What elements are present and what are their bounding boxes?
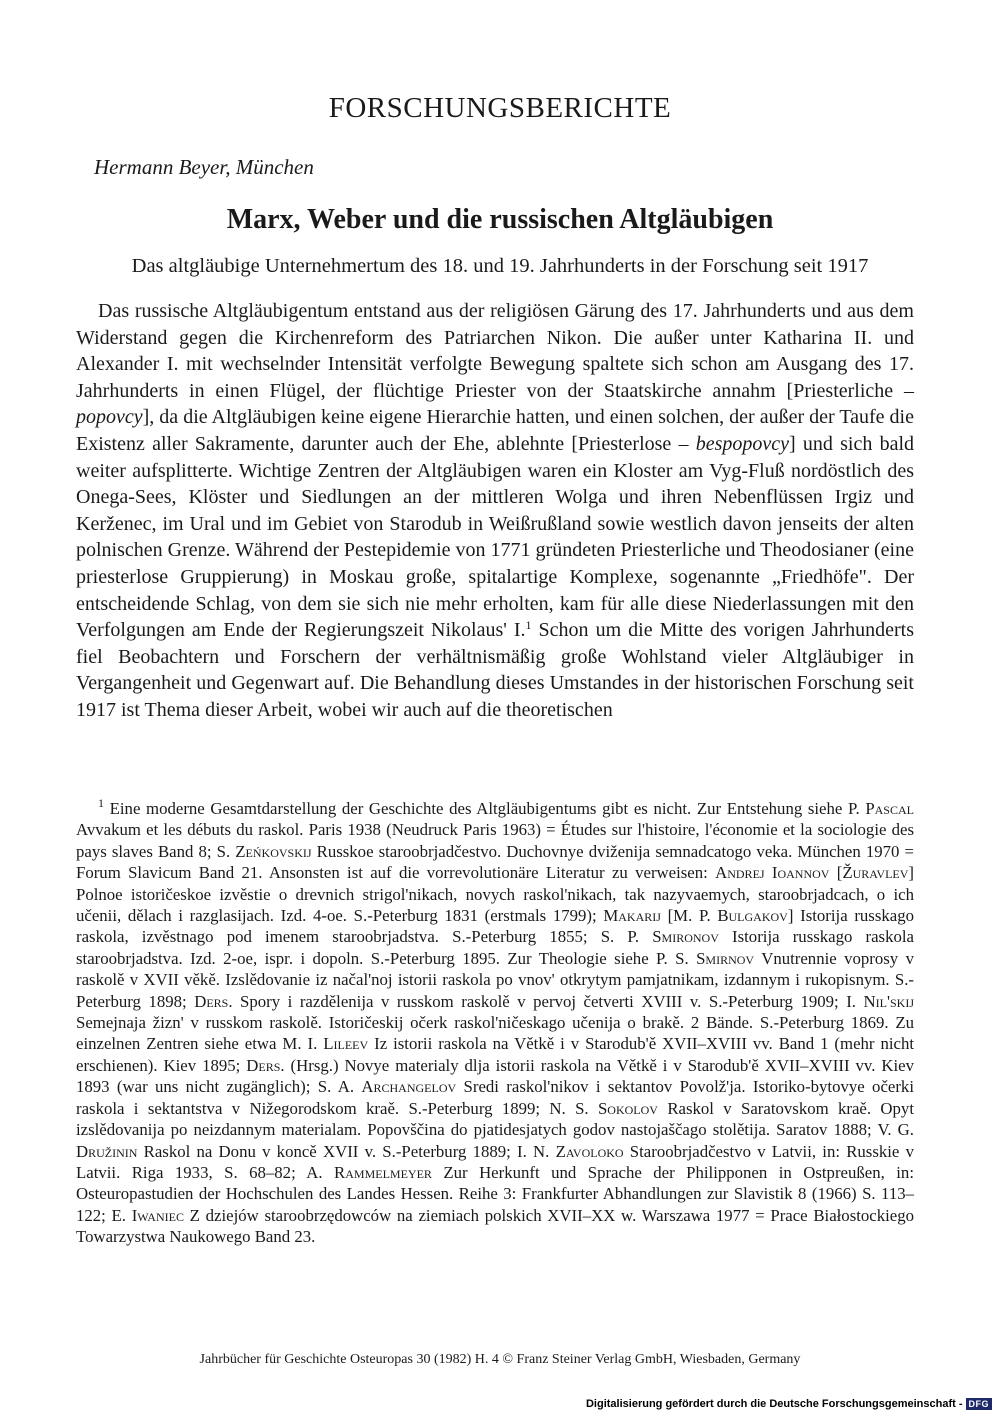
section-header: FORSCHUNGSBERICHTE	[328, 92, 672, 124]
cited-author: Smirnov	[696, 948, 755, 968]
footnote-text: Polnoe istoričeskoe izvěstie o drevnich strigol'nikach, novych raskol'nikach, tak nazyvaemych, staroobrjadcach, o ich učenii, dělach i razglasijach. Izd. 4-oe. S.-Peterburg 1831 (erstmals 1799);	[76, 884, 914, 926]
cited-author: Sokolov	[597, 1098, 658, 1118]
cited-author: Pascal	[865, 799, 914, 818]
cited-author: Rammelmeyer	[334, 1162, 432, 1182]
cited-author: Iwaniec	[131, 1205, 184, 1225]
footnote-reference: 1	[525, 618, 532, 633]
article-subtitle: Das altgläubige Unternehmertum des 18. und 19. Jahrhunderts in der Forschung seit 1917	[131, 255, 869, 277]
credit-text: Digitalisierung gefördert durch die Deutsche Forschungsgemeinschaft -	[585, 1398, 963, 1410]
body-text: ] und sich bald weiter aufsplitterte. Wichtige Zentren der Altgläubigen waren ein Kloster am Vyg-Fluß nordöstlich des Onega-Sees, Klöster und Siedlungen an der mittleren Wolga und ihren Nebenflüssen Irgiz und Kerženec, im Ural und im Gebiet von Starodub in Weißrußland sowie westlich davon jenseits der alten polnischen Grenze. Während der Pestepidemie von 1771 gründeten Priesterliche und Theodosianer (eine priesterlose Gruppierung) in Moskau große, spitalartige Komplexe, sogenannte „Friedhöfe". Der entscheidende Schlag, von dem sie sich nie mehr erholten, kam für alle diese Niederlassungen mit den Verfolgungen am Ende der Regierungszeit Nikolaus' I.	[76, 432, 915, 642]
cited-author: Archangelov	[361, 1077, 457, 1097]
cited-author: Zavoloko	[555, 1141, 624, 1161]
cited-author: Makarij [M. P. Bulgakov]	[603, 906, 794, 926]
footnote-mark: 1	[98, 796, 104, 810]
cited-author: Družinin	[76, 1141, 138, 1161]
footnote-1	[76, 798, 914, 1248]
digitization-credit	[586, 1398, 992, 1410]
cited-author: Zeńkovskij	[235, 841, 312, 861]
cited-author: Lileev	[323, 1034, 369, 1054]
footnote-text: Sredi raskol'nikov i sektantov Povolž'ja. Istoriko-bytovye očerki raskola i sektantstva v Nižegorodskom kraě. S.-Peterburg 1899; N. S.	[76, 1077, 914, 1118]
footnote-text: Z dziejów staroobrzędowców na ziemiach polskich XVII–XX w. Warszawa 1977 = Prace Białostockiego Towarzystwa Naukowego Band 23.	[76, 1205, 915, 1247]
cited-author: Ders.	[194, 991, 233, 1011]
footnote-text: Staroobrjadčestvo v Latvii, in: Russkie v Latvii. Riga 1933, S. 68–82; A.	[76, 1141, 914, 1182]
cited-author: Andrej Ioannov [Žuravlev]	[715, 863, 914, 883]
cited-author: Nil'skij	[863, 991, 914, 1011]
footnote-text: Istorija russkago raskola staroobrjadstva. Izd. 2-oe, ispr. i dopoln. S.-Peterburg 1895. Zur Theologie siehe P. S.	[76, 927, 914, 968]
author-line: Hermann Beyer, München	[94, 155, 314, 179]
dfg-logo-icon: DFG	[966, 1398, 993, 1410]
footnote-text: Russkoe staroobrjadčestvo. Duchovnye dviženija semnadcatogo veka. München 1970 = Forum Slavicum Band 21. Ansonsten ist auf die vorrevolutionäre Literatur zu verweisen:	[76, 841, 914, 883]
footnote-text: Raskol na Donu v koncě XVII v. S.-Peterburg 1889; I. N.	[137, 1141, 556, 1161]
cited-author: Ders.	[246, 1055, 285, 1075]
footnote-text: Istorija russkago raskola, izvěstnago pod imenem staroobrjadstva. S.-Peterburg 1855; S. P.	[76, 906, 914, 947]
footnote-text: Spory i razdělenija v russkom raskolě v pervoj četverti XVIII v. S.-Peterburg 1909; I.	[232, 991, 864, 1011]
footnote-text: Raskol v Saratovskom kraě. Opyt izslědovanija po neizdannym materialam. Popovščina do pjatidesjatych godov nastojaščago stolětija. Saratov 1888; V. G.	[76, 1098, 914, 1140]
term-bespopovcy: bespopovcy	[695, 432, 790, 455]
footnote-text: Iz istorii raskola na Větkě i v Starodub'ě XVII–XVIII vv. Band 1 (mehr nicht erschienen). Kiev 1895;	[76, 1034, 914, 1075]
term-popovcy: popovcy	[76, 406, 143, 429]
footnote-text: (Hrsg.) Novye materialy dlja istorii raskola na Větkě i v Starodub'ě XVII–XVIII vv. Kiev 1893 (war uns nicht zugänglich); S. A.	[76, 1055, 914, 1097]
footnote-text: Semejnaja žizn' v russkom raskolě. Istoričeskij očerk raskol'ničeskago učenija o brakě. 2 Bände. S.-Peterburg 1869. Zu einzelnen Zentren siehe etwa M. I.	[76, 1013, 914, 1054]
footnote-text: Vnutrennie voprosy v raskolě v XVII věkě. Izslědovanie iz načal'noj istorii raskola po vnov' otkrytym pamjatnikam, izdannym i rukopisnym. S.-Peterburg 1898;	[76, 948, 914, 1011]
body-text: Das russische Altgläubigentum entstand aus der religiösen Gärung des 17. Jahrhunderts und aus dem Widerstand gegen die Kirchenreform des Patriarchen Nikon. Die außer unter Katharina II. und Alexander I. mit wechselnder Intensität verfolgte Bewegung spaltete sich schon am Ausgang des 17. Jahrhunderts in einen Flügel, der flüchtige Priester von der Staatskirche annahm [Priesterliche –	[76, 300, 914, 402]
body-paragraph	[76, 298, 914, 724]
journal-footer: Jahrbücher für Geschichte Osteuropas 30 (1982) H. 4 © Franz Steiner Verlag GmbH, Wiesbaden, Germany	[199, 1352, 801, 1367]
cited-author: Smironov	[652, 927, 719, 947]
body-text: Schon um die Mitte des vorigen Jahrhunderts fiel Beobachtern und Forschern der verhältnismäßig große Wohlstand vieler Altgläubiger in Vergangenheit und Gegenwart auf. Die Behandlung dieses Umstandes in der historischen Forschung seit 1917 ist Thema dieser Arbeit, wobei wir auch auf die theoretischen	[76, 619, 914, 721]
footnote-text: Eine moderne Gesamtdarstellung der Geschichte des Altgläubigentums gibt es nicht. Zur Entstehung siehe P.	[104, 799, 866, 818]
footnote-text: Zur Herkunft und Sprache der Philipponen in Ostpreußen, in: Osteuropastudien der Hochschulen des Landes Hessen. Reihe 3: Frankfurter Abhandlungen zur Slavistik 8 (1966) S. 113–122; E.	[76, 1162, 914, 1225]
footnote-text: Avvakum et les débuts du raskol. Paris 1938 (Neudruck Paris 1963) = Études sur l'histoire, l'économie et la sociologie des pays slaves Band 8; S.	[76, 820, 914, 861]
body-text: ], da die Altgläubigen keine eigene Hierarchie hatten, und einen solchen, der außer der Taufe die Existenz aller Sakramente, darunter auch der Ehe, ablehnte [Priesterlose –	[76, 406, 914, 455]
article-title: Marx, Weber und die russischen Altgläubigen	[226, 204, 774, 235]
